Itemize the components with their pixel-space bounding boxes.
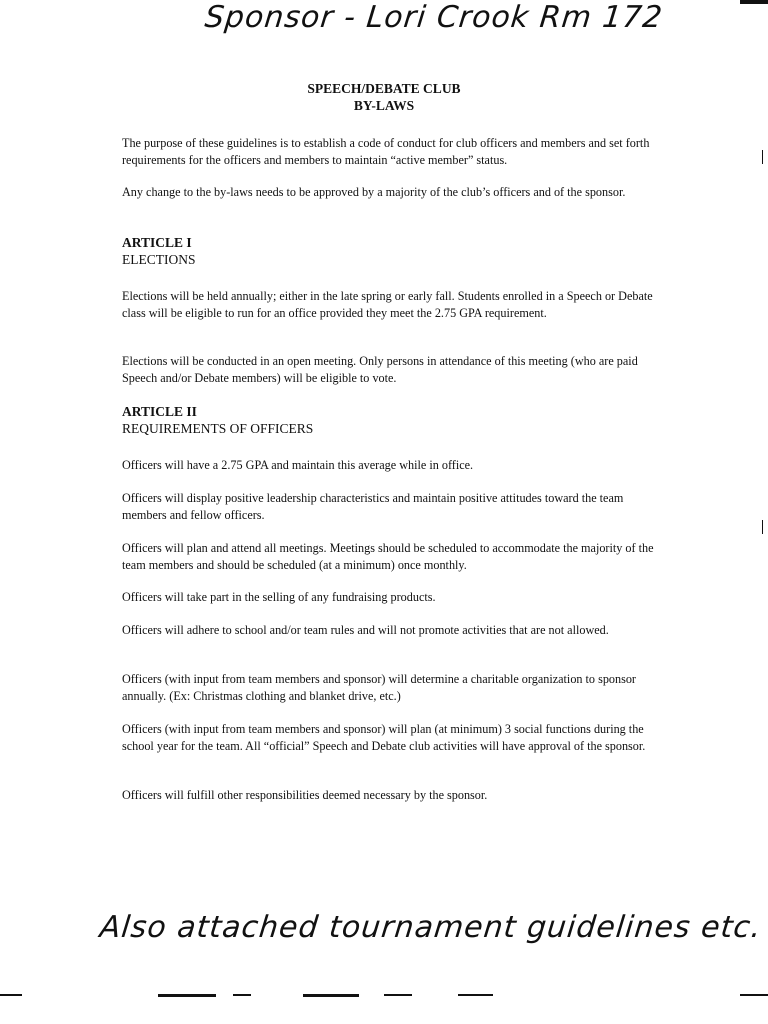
- article-2-paragraph: Officers will adhere to school and/or team rules and will not promote activities that are not allowed.: [122, 623, 609, 637]
- article-2-subheading: REQUIREMENTS OF OFFICERS: [122, 421, 314, 436]
- scan-mark: [233, 994, 251, 996]
- article-2-paragraph: Officers will take part in the selling of any fundraising products.: [122, 590, 436, 604]
- document-subtitle: BY-LAWS: [353, 98, 415, 113]
- scan-mark: [458, 994, 493, 996]
- scan-mark: [303, 994, 359, 997]
- intro-paragraph-2: Any change to the by-laws needs to be approved by a majority of the club’s officers and of the sponsor.: [122, 185, 626, 199]
- document-title: SPEECH/DEBATE CLUB: [307, 81, 461, 96]
- article-1-header: [122, 234, 670, 268]
- intro-paragraph-1: The purpose of these guidelines is to establish a code of conduct for club officers and members and set forth requirements for the officers and members to maintain “active member” status.: [122, 136, 650, 167]
- handwritten-sponsor-note: Sponsor - Lori Crook Rm 172: [203, 0, 665, 35]
- article-2-heading: ARTICLE II: [122, 404, 197, 419]
- article-1-paragraph: Elections will be held annually; either in the late spring or early fall. Students enrolled in a Speech or Debate class will be eligible to run for an office provided they meet the 2.75 GPA requirement.: [122, 289, 653, 320]
- scan-mark: [762, 150, 763, 164]
- scan-mark: [740, 0, 768, 4]
- article-2-paragraph: Officers will fulfill other responsibilities deemed necessary by the sponsor.: [122, 788, 488, 802]
- article-2-header: [122, 403, 670, 437]
- article-1-subheading: ELECTIONS: [122, 252, 196, 267]
- article-2-paragraph: Officers (with input from team members and sponsor) will determine a charitable organization to sponsor annually. (Ex: Christmas clothing and blanket drive, etc.): [122, 672, 636, 703]
- scan-mark: [158, 994, 216, 997]
- scan-mark: [740, 994, 768, 996]
- scan-mark: [384, 994, 412, 996]
- scan-mark: [0, 994, 22, 996]
- article-2-paragraph: Officers (with input from team members and sponsor) will plan (at minimum) 3 social functions during the school year for the team. All “official” Speech and Debate club activities will have approval of the sponsor.: [122, 722, 646, 753]
- article-1-heading: ARTICLE I: [122, 235, 192, 250]
- article-2-paragraph: Officers will have a 2.75 GPA and maintain this average while in office.: [122, 458, 474, 472]
- article-2-paragraph: Officers will display positive leadership characteristics and maintain positive attitudes toward the team members and fellow officers.: [122, 491, 624, 522]
- scan-mark: [762, 520, 763, 534]
- handwritten-attachment-note: Also attached tournament guidelines etc.: [98, 910, 764, 945]
- article-1-paragraph: Elections will be conducted in an open meeting. Only persons in attendance of this meeting (who are paid Speech and/or Debate members) will be eligible to vote.: [122, 354, 638, 385]
- article-2-paragraph: Officers will plan and attend all meetings. Meetings should be scheduled to accommodate the majority of the team members and should be scheduled (at a minimum) once monthly.: [122, 541, 654, 572]
